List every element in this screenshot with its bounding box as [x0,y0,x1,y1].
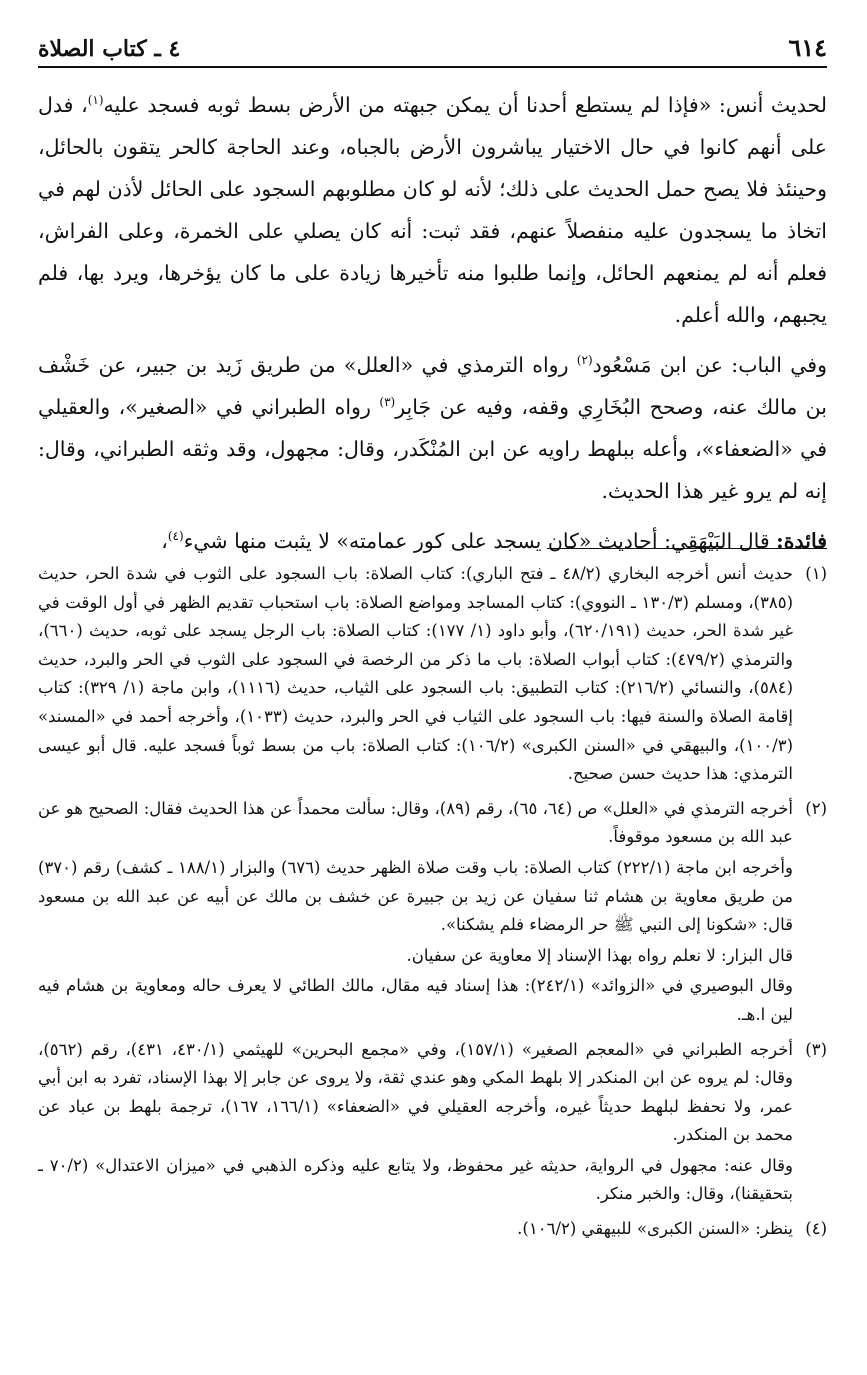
paragraph-text: وفي الباب: عن ابن مَسْعُود [592,353,827,377]
footnote-paragraph: ينظر: «السنن الكبرى» للبيهقي (١٠٦/٢). [517,1219,793,1239]
footnote-body [38,795,793,1032]
footnote-number: (٢) [805,798,827,818]
running-title: ٤ ـ كتاب الصلاة [38,36,181,62]
footnote [38,560,827,791]
footnote-paragraph: وقال البوصيري في «الزوائد» (٢٤٢/١): هذا إسناد فيه مقال، مالك الطائي لا يعرف حاله ومعاوية بن هشام فيه لين ا.هـ. [38,976,793,1024]
footnote-paragraph: وأخرجه ابن ماجة (٢٢٢/١) كتاب الصلاة: باب وقت صلاة الظهر حديث (٦٧٦) والبزار (١٨٨/١ ـ كشف) رقم (٣٧٠) من طريق معاوية بن هشام ثنا سفيان عن زيد بن جبيرة عن خشف بن مالك عن أبيه عن عبد الله بن مسعود قال: «شكونا إلى النبي ﷺ حر الرمضاء فلم يشكنا». [38,857,793,935]
footnotes [38,560,827,1250]
paragraph-anas [38,84,827,336]
footnote-paragraph: أخرجه الترمذي في «العلل» ص (٦٤، ٦٥)، رقم (٨٩)، وقال: سألت محمداً عن هذا الحديث فقال: الصحيح هو عن عبد الله بن مسعود موقوفاً. [38,798,793,847]
footnote [38,1036,827,1212]
main-text [38,84,827,570]
footnote-body [38,560,793,791]
footnote-body [38,1036,793,1212]
paragraph-bab [38,344,827,512]
footnote-paragraph: حديث أنس أخرجه البخاري (٤٨/٢ ـ فتح الباري): كتاب الصلاة: باب السجود على الثوب في شدة الحر، حديث (٣٨٥)، ومسلم (١٣٠/٣ ـ النووي): كتاب المساجد ومواضع الصلاة: باب استحباب تقديم الظهر في أول الوقت في غير شدة الحر، حديث (٦٢٠/١٩١)، وأبو داود (١/ ١٧٧): كتاب الصلاة: باب الرجل يسجد على ثوبه، حديث (٦٦٠)، والترمذي (٤٧٩/٢): كتاب أبواب الصلاة: باب ما ذكر من الرخصة في السجود على الثوب في الحر والبرد، حديث (٥٨٤)، والنسائي (٢١٦/٢): كتاب التطبيق: باب السجود على الثياب، حديث (١١١٦)، وابن ماجة (١/ ٣٢٩): كتاب إقامة الصلاة والسنة فيها: باب السجود على الثياب في الحر والبرد، حديث (١٠٣٣)، وأخرجه أحمد في «المسند» (١٠٠/٣)، والبيهقي في «السنن الكبرى» (١٠٦/٢): كتاب الصلاة: باب من بسط ثوباً فسجد عليه. قال أبو عيسى الترمذي: هذا حديث حسن صحيح. [38,564,794,784]
footnote-ref[interactable]: (٣) [379,395,396,410]
paragraph-text: لحديث أنس: «فإذا لم يستطع أحدنا أن يمكن جبهته من الأرض بسط ثوبه فسجد عليه [103,93,827,117]
paragraph-text: رواه الترمذي في «العلل» من طريق زَيد بن جبير، عن خَشْف بن مالك عنه، وصحح البُخَارِي وقفه، وفيه عن جَابِر [38,353,827,419]
footnote-ref[interactable]: (٤) [167,529,184,544]
header-rule [38,66,827,68]
page-header [38,22,827,62]
footnote [38,795,827,1032]
paragraph-text: ، فدل على أنهم كانوا في حال الاختيار يباشرون الأرض بالجباه، وعند الحاجة كالحر يتقون بالحائل، وحينئذ فلا يصح حمل الحديث على ذلك؛ لأنه لو كان مطلوبهم السجود على الحائل لأذن لهم في اتخاذ ما يسجدون عليه منفصلاً عنهم، فقد ثبت: أنه كان يصلي على الخمرة، وعلى الفراش، فعلم أنه لم يمنعهم الحائل، وإنما طلبوا منه تأخيرها زيادة على ما كان يؤخرها، ويرد بها، فلم يجبهم، والله أعلم. [38,93,827,327]
footnote-ref[interactable]: (٢) [576,353,593,368]
footnote-body [38,1215,793,1246]
footnote-number: (١) [805,564,827,583]
footnote-number: (٤) [805,1219,827,1239]
paragraph-text: ، [161,529,168,553]
faida-label: فائدة: [776,529,827,553]
paragraph-text: قال البَيْهَقِي: أحاديث «كان يسجد على كور عمامته» لا يثبت منها شيء [183,529,777,553]
footnote-number: (٣) [805,1039,827,1059]
paragraph-text: رواه الطبراني في «الصغير»، والعقيلي في «الضعفاء»، وأعله ببلهط راويه عن ابن المُنْكَدر، وقال: مجهول، وقد وثقه الطبراني، وقال: إنه لم يرو غير هذا الحديث. [38,395,827,503]
footnote [38,1215,827,1246]
footnote-paragraph: وقال عنه: مجهول في الرواية، حديثه غير محفوظ، ولا يتابع عليه وذكره الذهبي في «ميزان الاعتدال» (٧٠/٢ ـ بتحقيقنا)، وقال: والخبر منكر. [38,1155,793,1204]
footnote-ref[interactable]: (١) [87,93,104,108]
paragraph-faida [38,520,827,562]
footnote-separator [547,548,827,549]
footnote-paragraph: قال البزار: لا نعلم رواه بهذا الإسناد إلا معاوية عن سفيان. [406,945,793,965]
page-number: ٦١٤ [788,33,827,62]
footnote-paragraph: أخرجه الطبراني في «المعجم الصغير» (١٥٧/١)، وفي «مجمع البحرين» للهيثمي (٤٣٠/١، ٤٣١)، رقم (٥٦٢)، وقال: لم يروه عن ابن المنكدر إلا بلهط المكي وهو عندي ثقة، ولا يروى عن جابر إلا بهذا الإسناد، تفرد به ابن أبي عمر، ولا نحفظ لبلهط حديثاً غيره، وأخرجه العقيلي في «الضعفاء» (١٦٦/١، ١٦٧)، ترجمة بلهط بن عباد عن محمد بن المنكدر. [38,1039,793,1145]
